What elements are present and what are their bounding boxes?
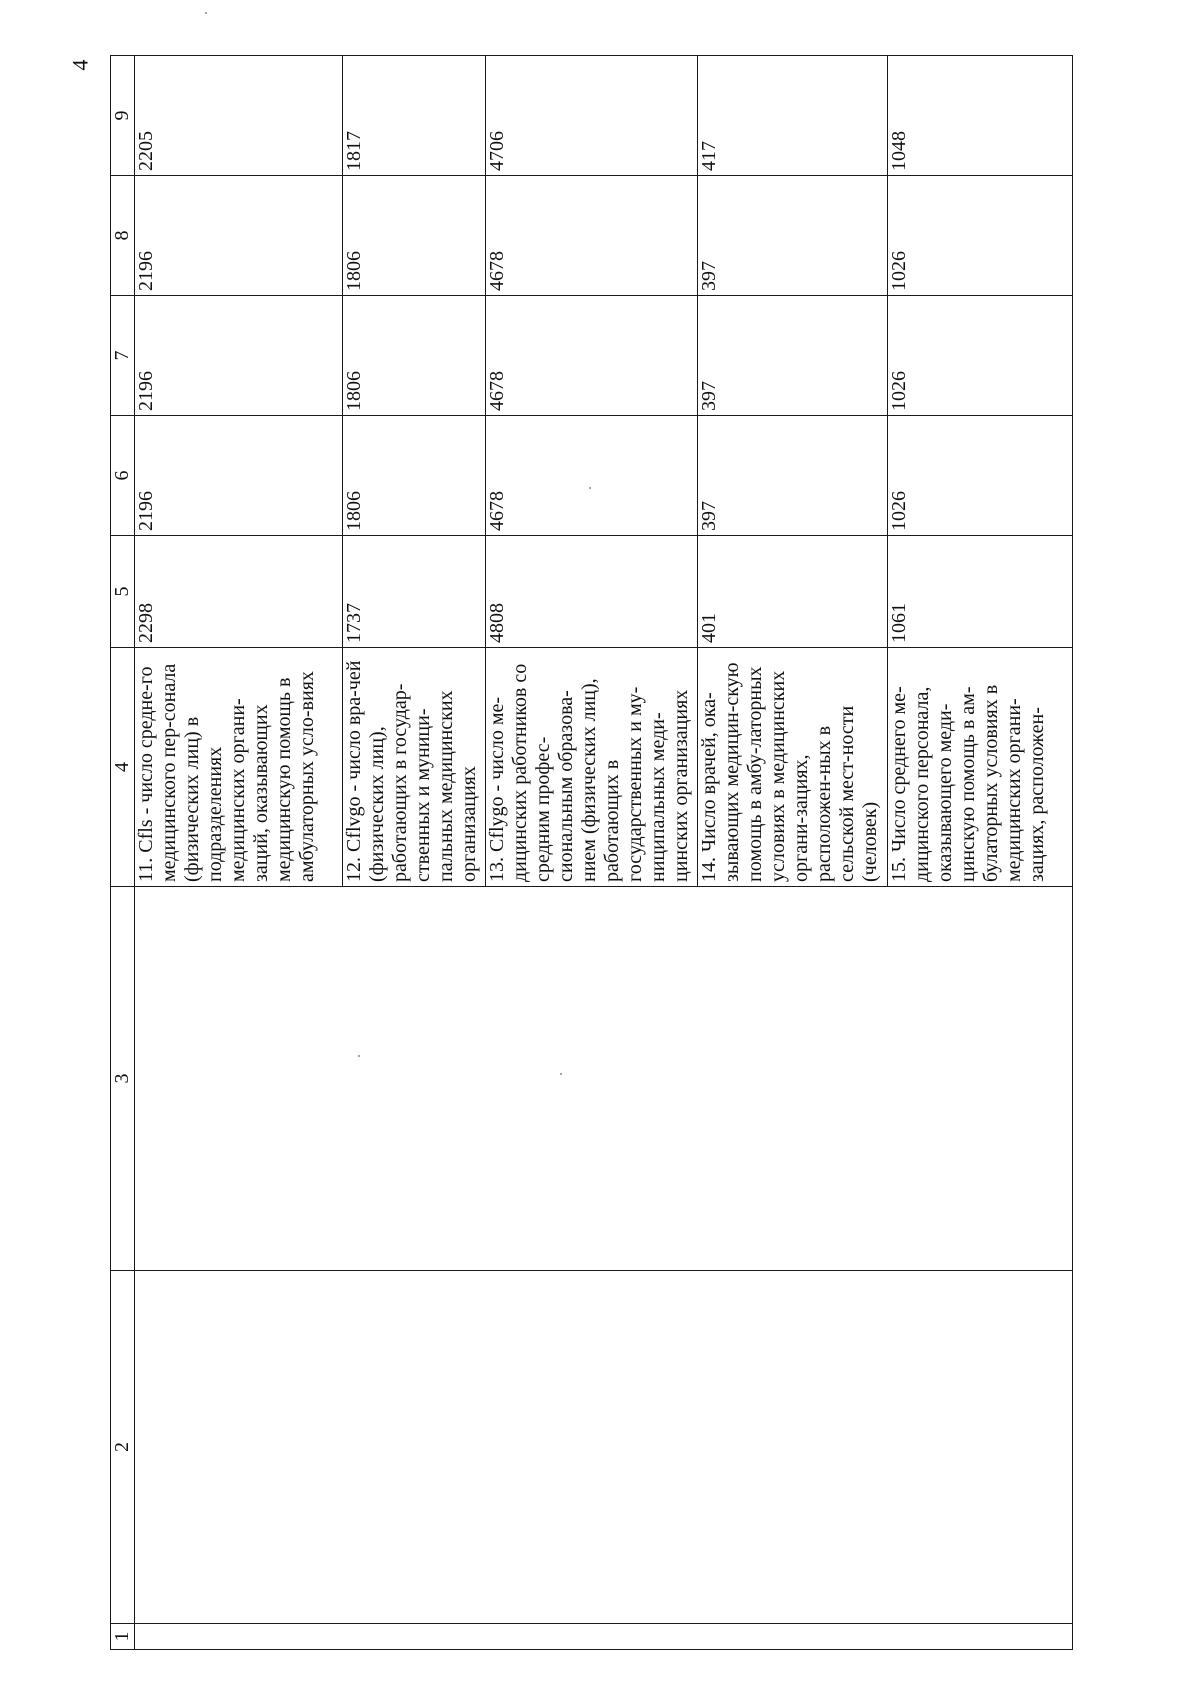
table-cell: 1061 (888, 536, 1073, 648)
table-cell: 1817 (343, 56, 486, 176)
table-cell: 1026 (888, 296, 1073, 416)
table-cell: 2196 (135, 296, 343, 416)
row-description: 12. Cflvgo - число вра-чей (физических лиц), работающих в государ-ственных и муници-пальных медицинских организациях (343, 648, 486, 887)
table-cell: 1026 (888, 176, 1073, 296)
table-cell: 1048 (888, 56, 1073, 176)
row-description: 14. Число врачей, ока-зывающих медицин-скую помощь в амбу-латорных условиях в медицинских органи-зациях, расположен-ных в сельской мест-ности (человек) (698, 648, 888, 887)
column-header: 2 (111, 1271, 135, 1624)
table-cell: 1806 (343, 176, 486, 296)
table-cell: 397 (698, 296, 888, 416)
rotated-table-container (110, 56, 1122, 1650)
table-cell: 1026 (888, 416, 1073, 536)
column-header: 1 (111, 1624, 135, 1650)
column-header: 4 (111, 648, 135, 887)
table-cell: 4678 (486, 176, 698, 296)
header-row (111, 56, 135, 1650)
column-header: 7 (111, 296, 135, 416)
row-description: 11. Cfls - число средне-го медицинского пер-сонала (физических лиц) в подразделениях медицинских органи-заций, оказывающих медицинскую помощь в амбулаторных усло-виях (135, 648, 343, 887)
data-table (110, 55, 1073, 1650)
column-header: 3 (111, 887, 135, 1271)
scan-speck (560, 1073, 562, 1075)
table-cell: 417 (698, 56, 888, 176)
table-cell: 4808 (486, 536, 698, 648)
page-number: 4 (67, 59, 93, 71)
cell-col3 (135, 887, 1073, 1271)
table-cell: 4678 (486, 296, 698, 416)
table-cell: 401 (698, 536, 888, 648)
table-cell: 4678 (486, 416, 698, 536)
table-cell: 1737 (343, 536, 486, 648)
table-cell: 397 (698, 176, 888, 296)
column-header: 6 (111, 416, 135, 536)
table-row (135, 56, 343, 1650)
column-header: 8 (111, 176, 135, 296)
scan-speck (589, 487, 591, 489)
row-description: 15. Число среднего ме-дицинского персонала, оказывающего меди-цинскую помощь в ам-булаторных условиях в медицинских органи-зациях, расположен- (888, 648, 1073, 887)
scan-speck (205, 12, 207, 14)
table-cell: 1806 (343, 416, 486, 536)
table-cell: 4706 (486, 56, 698, 176)
column-header: 9 (111, 56, 135, 176)
table-cell: 397 (698, 416, 888, 536)
table-cell: 2205 (135, 56, 343, 176)
cell-col2 (135, 1271, 1073, 1624)
table-cell: 2196 (135, 176, 343, 296)
cell-col1 (135, 1624, 1073, 1650)
row-description: 13. Cflygo - число ме-дицинских работников со средним профес-сиональным образова-нием (физических лиц), работающих в государственных и му-ниципальных меди-цинских организациях (486, 648, 698, 887)
table-cell: 1806 (343, 296, 486, 416)
scan-speck (358, 1055, 360, 1057)
column-header: 5 (111, 536, 135, 648)
table-cell: 2298 (135, 536, 343, 648)
table-cell: 2196 (135, 416, 343, 536)
